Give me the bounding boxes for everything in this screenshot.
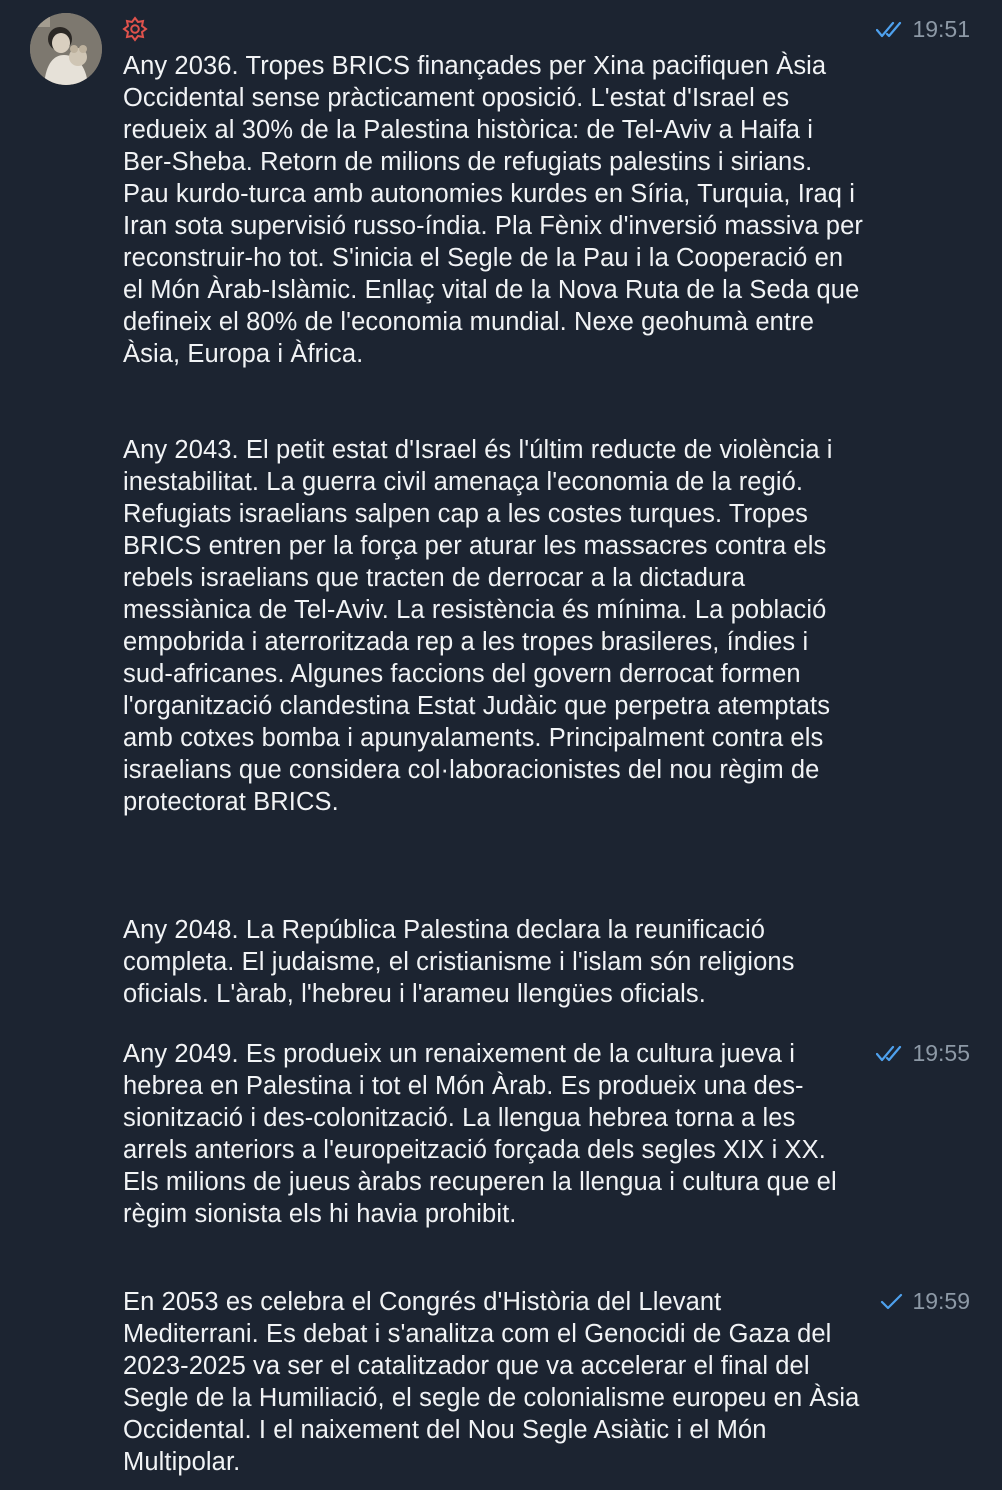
double-check-icon — [876, 1045, 906, 1063]
message-text: Any 2048. La República Palestina declara la reunificació completa. El judaisme, el cristianisme i l'islam són religions oficials. L'àrab, l'hebreu i l'arameu llengües oficials. — [123, 916, 795, 1008]
message-meta — [880, 1288, 970, 1315]
message-meta — [876, 16, 970, 43]
double-check-icon — [876, 21, 906, 39]
avatar[interactable] — [30, 13, 102, 85]
message-time: 19:51 — [912, 16, 970, 42]
message-text: Any 2043. El petit estat d'Israel és l'últim reducte de violència i inestabilitat. La guerra civil amenaça l'economia de la regió. Refugiats israelians salpen cap a les costes turques. Tropes BRICS entren per la força per aturar les massacres contra els rebels israelians que tracten de derrocar a la dictadura messiànica de Tel-Aviv. La resistència és mínima. La població empobrida i aterroritzada rep a les tropes brasileres, índies i sud-africanes. Algunes faccions del govern derrocat formen l'organització clandestina Estat Judàic que perpetra atemptats amb cotxes bomba i apunyalaments. Principalment contra els israelians que considera col·laboracionistes del nou règim de protectorat BRICS. — [123, 436, 833, 816]
message-text: Any 2049. Es produeix un renaixement de la cultura jueva i hebrea en Palestina i tot el Món Àrab. Es produeix una des-sionització i des-colonització. La llengua hebrea torna a les arrels anteriors a l'europeització forçada dels segles XIX i XX. Els milions de jueus àrabs recuperen la llengua i cultura que el règim sionista els hi havia prohibit. — [123, 1040, 837, 1228]
message-time: 19:55 — [912, 1040, 970, 1066]
message-time: 19:59 — [912, 1288, 970, 1314]
message-text: Any 2036. Tropes BRICS finançades per Xina pacifiquen Àsia Occidental sense pràcticament oposició. L'estat d'Israel es redueix al 30% de la Palestina històrica: de Tel-Aviv a Haifa i Ber-Sheba. Retorn de milions de refugiats palestins i sirians. Pau kurdo-turca amb autonomies kurdes en Síria, Turquia, Iraq i Iran sota supervisió russo-índia. Pla Fènix d'inversió massiva per reconstruir-ho tot. S'inicia el Segle de la Pau i la Cooperació en el Món Àrab-Islàmic. Enllaç vital de la Nova Ruta de la Seda que defineix el 80% de l'economia mundial. Nexe geohumà entre Àsia, Europa i Àfrica. — [123, 52, 863, 368]
gear-icon — [122, 16, 148, 42]
avatar-photo — [30, 13, 102, 85]
message-meta — [876, 1040, 970, 1067]
check-icon — [880, 1293, 906, 1311]
message-text: En 2053 es celebra el Congrés d'Història del Llevant Mediterrani. Es debat i s'analitza com el Genocidi de Gaza del 2023-2025 va ser el catalitzador que va accelerar el final del Segle de la Humiliació, el segle de colonialisme europeu en Àsia Occidental. I el naixement del Nou Segle Asiàtic i el Món Multipolar. — [123, 1288, 860, 1476]
